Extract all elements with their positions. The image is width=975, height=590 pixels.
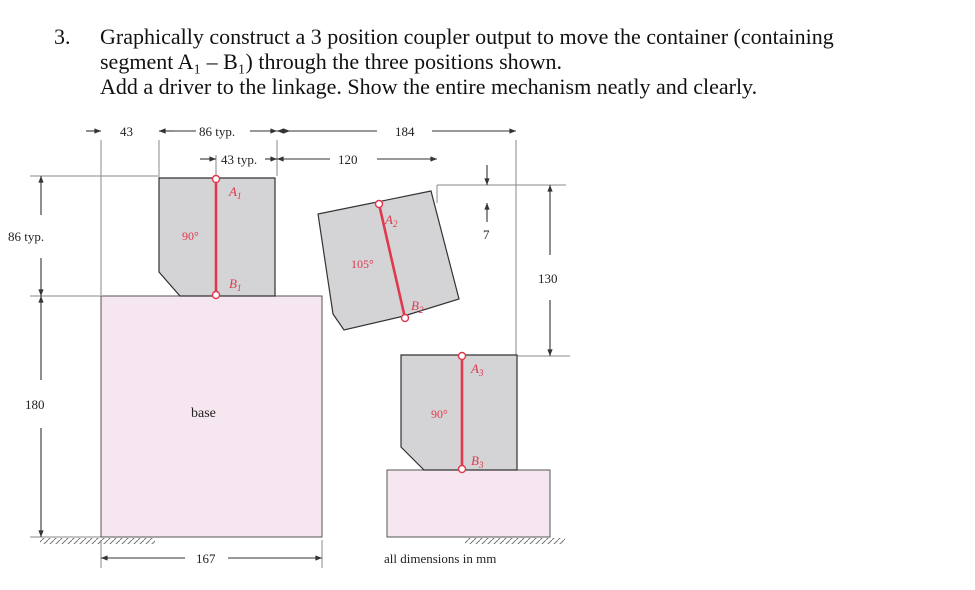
dim-43: 43 [120, 124, 133, 139]
ground-hatch-left [40, 538, 155, 544]
dim-180: 180 [25, 397, 45, 412]
dim-167: 167 [196, 551, 216, 566]
problem-line-2: segment A₁ – B₁) through the three positions shown. [100, 49, 563, 74]
problem-number: 3. [54, 24, 71, 49]
container-position-3 [401, 355, 517, 470]
point-a1 [213, 176, 220, 183]
point-b2 [402, 315, 409, 322]
dim-7: 7 [483, 227, 490, 242]
problem-line-1: Graphically construct a 3 position coupler output to move the container (containing [100, 24, 834, 49]
point-a3 [459, 353, 466, 360]
dim-130: 130 [538, 271, 558, 286]
problem-line-3: Add a driver to the linkage. Show the entire mechanism neatly and clearly. [100, 74, 758, 99]
label-b3: $B_3$ [471, 453, 484, 470]
label-a3: $A_3$ [471, 361, 484, 378]
point-b1 [213, 292, 220, 299]
units-note: all dimensions in mm [384, 551, 497, 566]
label-a1: $A_1$ [229, 184, 242, 201]
label-a2: $A_2$ [385, 212, 398, 229]
dim-184: 184 [395, 124, 415, 139]
base-label: base [191, 406, 216, 421]
point-a2 [376, 201, 383, 208]
small-base-block [387, 470, 550, 537]
dim-86-typ-side: 86 typ. [8, 229, 45, 244]
angle-label-2: 105° [351, 257, 374, 271]
dim-43-typ: 43 typ. [221, 152, 258, 167]
point-b3 [459, 466, 466, 473]
angle-label-1: 90° [182, 229, 199, 243]
label-b1: $B_1$ [229, 276, 242, 293]
ground-hatch-right [465, 538, 565, 544]
label-b2: $B_2$ [411, 298, 424, 315]
dim-120: 120 [338, 152, 358, 167]
angle-label-3: 90° [431, 407, 448, 421]
dim-86-typ-top: 86 typ. [199, 124, 236, 139]
